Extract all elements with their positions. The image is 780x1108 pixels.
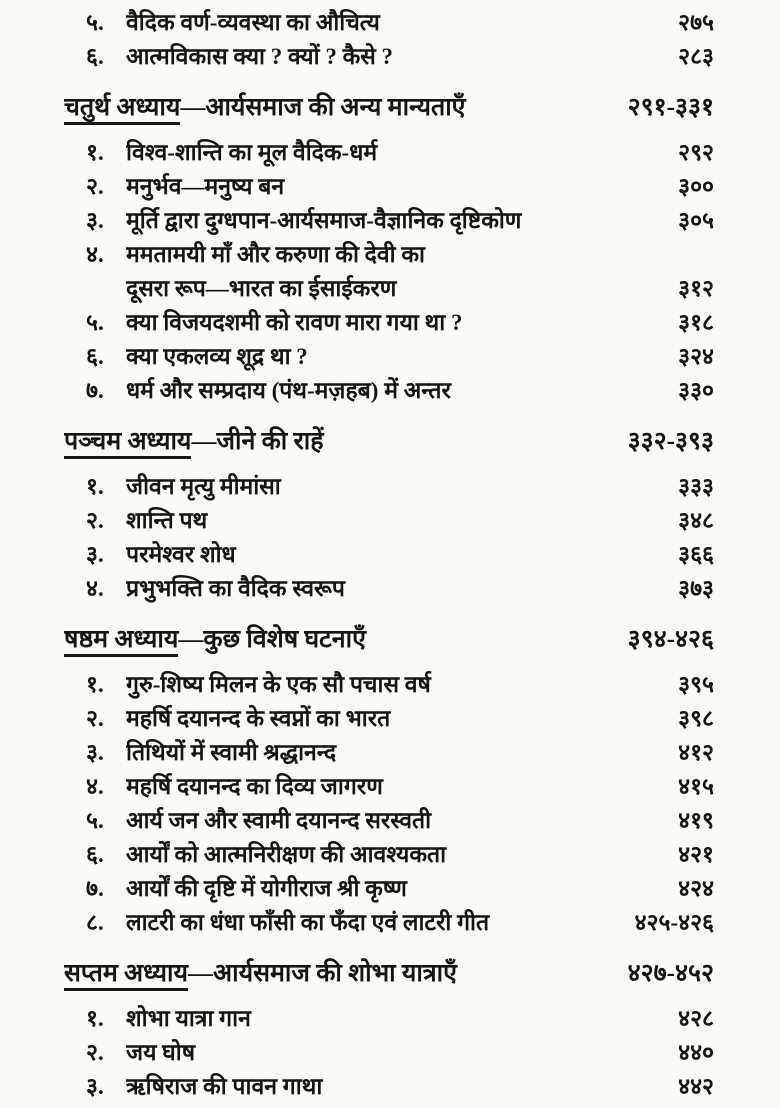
toc-entry [64, 6, 714, 40]
entry-number: ५. [86, 310, 104, 335]
toc-entry [64, 804, 714, 838]
entry-number: ७. [86, 378, 104, 403]
entry-number: १. [86, 474, 104, 499]
entry-title: परमेश्वर शोध [126, 542, 236, 567]
entry-title: जय घोष [126, 1040, 195, 1065]
toc-entry [64, 470, 714, 504]
chapter-subtitle: आर्यसमाज की शोभा यात्राएँ [213, 960, 457, 987]
entry-title: आर्यों की दृष्टि में योगीराज श्री कृष्ण [126, 876, 407, 901]
chapter-subtitle: आर्यसमाज की अन्य मान्यताएँ [205, 94, 466, 121]
chapter-heading [64, 88, 714, 128]
chapter-subtitle: कुछ विशेष घटनाएँ [203, 626, 366, 653]
entry-page: ३०५ [678, 208, 714, 233]
entry-title: लाटरी का धंधा फाँसी का फँदा एवं लाटरी गीत [126, 910, 490, 935]
chapter-title [64, 954, 616, 994]
entry-title: शान्ति पथ [126, 508, 208, 533]
chapter-page-range: ३९४-४२६ [627, 626, 714, 653]
entry-page: ४२५-४२६ [634, 910, 714, 935]
toc-entry [64, 770, 714, 804]
entry-page: ४१५ [678, 774, 714, 799]
entry-number: २. [86, 706, 104, 731]
entry-title: आर्यों को आत्मनिरीक्षण की आवश्यकता [126, 842, 447, 867]
toc-entry [64, 1036, 714, 1070]
toc-entry [64, 906, 714, 940]
chapter-name: सप्तम अध्याय [64, 960, 188, 991]
entry-number: ८. [86, 910, 104, 935]
entry-page: ४१९ [678, 808, 714, 833]
entry-page: २८३ [678, 44, 714, 69]
entry-title: मनुर्भव—मनुष्य बन [126, 174, 285, 199]
entry-page: ४२८ [678, 1006, 714, 1031]
entry-page: ३३३ [678, 474, 714, 499]
entry-number: २. [86, 1040, 104, 1065]
entry-title: ममतामयी माँ और करुणा की देवी का [126, 242, 425, 267]
chapter-heading [64, 954, 714, 994]
toc-entry [64, 702, 714, 736]
toc-entry [64, 1070, 714, 1104]
entry-page: ४२४ [678, 876, 714, 901]
entry-number: ३. [86, 208, 104, 233]
entry-number: ४. [86, 242, 104, 267]
toc-entry [64, 504, 714, 538]
toc-entry [64, 838, 714, 872]
toc-entry [64, 136, 714, 170]
entry-page: ४४२ [678, 1074, 714, 1099]
entry-title: जीवन मृत्यु मीमांसा [126, 474, 281, 499]
toc-entry [64, 340, 714, 374]
entry-number: २. [86, 174, 104, 199]
entry-title: महर्षि दयानन्द का दिव्य जागरण [126, 774, 383, 799]
entry-number: ५. [86, 808, 104, 833]
entry-title: शोभा यात्रा गान [126, 1006, 251, 1031]
entry-page: ३२४ [678, 344, 714, 369]
entry-number: ३. [86, 740, 104, 765]
entry-page: ३३० [678, 378, 714, 403]
chapter-page-range: ३३२-३९३ [627, 428, 714, 455]
chapter-title [64, 620, 616, 660]
entry-title: ऋषिराज की पावन गाथा [126, 1074, 323, 1099]
entry-title: प्रभुभक्ति का वैदिक स्वरूप [126, 576, 345, 601]
toc-entry [64, 736, 714, 770]
entry-page: ४४० [678, 1040, 714, 1065]
entry-number: ५. [86, 10, 104, 35]
chapter-heading [64, 620, 714, 660]
entry-page: ४१२ [678, 740, 714, 765]
entry-page: ३१८ [678, 310, 714, 335]
toc-entry [64, 872, 714, 906]
chapter-title [64, 88, 616, 128]
entry-title: दूसरा रूप—भारत का ईसाईकरण [126, 276, 397, 301]
entry-title: क्या एकलव्य शूद्र था ? [126, 344, 308, 369]
chapter-name: पञ्चम अध्याय [64, 428, 191, 459]
entry-page: ३०० [678, 174, 714, 199]
chapter-subtitle: जीने की राहें [216, 428, 324, 455]
chapter-dash: — [191, 428, 217, 455]
entry-number: ४. [86, 576, 104, 601]
entry-title: क्या विजयदशमी को रावण मारा गया था ? [126, 310, 463, 335]
toc-entry [64, 572, 714, 606]
toc-entry [64, 306, 714, 340]
chapter-dash: — [188, 960, 214, 987]
entry-number: १. [86, 1006, 104, 1031]
chapter-name: चतुर्थ अध्याय [64, 94, 180, 125]
entry-page: २७५ [678, 10, 714, 35]
chapter-heading [64, 422, 714, 462]
entry-number: ६. [86, 44, 104, 69]
entry-title: वैदिक वर्ण-व्यवस्था का औचित्य [126, 10, 380, 35]
toc-entry [64, 1002, 714, 1036]
entry-number: ३. [86, 1074, 104, 1099]
entry-title: धर्म और सम्प्रदाय (पंथ-मज़हब) में अन्तर [126, 378, 451, 403]
entry-page: ३७३ [678, 576, 714, 601]
entry-page: ३१२ [678, 276, 714, 301]
entry-number: ६. [86, 842, 104, 867]
entry-title: तिथियों में स्वामी श्रद्धानन्द [126, 740, 337, 765]
entry-title: आर्य जन और स्वामी दयानन्द सरस्वती [126, 808, 432, 833]
entry-number: २. [86, 508, 104, 533]
entry-page: ३४८ [678, 508, 714, 533]
toc-entry-continuation [64, 272, 714, 306]
entry-page: ३६६ [678, 542, 714, 567]
chapter-page-range: ४२७-४५२ [627, 960, 714, 987]
toc-entry [64, 204, 714, 238]
entry-page: ३९८ [678, 706, 714, 731]
chapter-dash: — [178, 626, 204, 653]
entry-title: मूर्ति द्वारा दुग्धपान-आर्यसमाज-वैज्ञानिक दृष्टिकोण [126, 208, 522, 233]
toc-entry [64, 170, 714, 204]
entry-title: गुरु-शिष्य मिलन के एक सौ पचास वर्ष [126, 672, 431, 697]
entry-page: २९२ [678, 140, 714, 165]
entry-number: ७. [86, 876, 104, 901]
entry-number: ३. [86, 542, 104, 567]
chapter-title [64, 422, 616, 462]
toc-entry [64, 538, 714, 572]
toc-entry [64, 374, 714, 408]
toc-entry [64, 668, 714, 702]
entry-number: ६. [86, 344, 104, 369]
entry-number: १. [86, 140, 104, 165]
toc-entry [64, 40, 714, 74]
entry-title: महर्षि दयानन्द के स्वप्नों का भारत [126, 706, 391, 731]
chapter-name: षष्ठम अध्याय [64, 626, 178, 657]
entry-page: ३९५ [678, 672, 714, 697]
chapter-dash: — [180, 94, 206, 121]
entry-title: आत्मविकास क्या ? क्यों ? कैसे ? [126, 44, 394, 69]
entry-page: ४२१ [678, 842, 714, 867]
chapter-page-range: २९१-३३१ [627, 94, 714, 121]
entry-number: १. [86, 672, 104, 697]
entry-number: ४. [86, 774, 104, 799]
entry-title: विश्व-शान्ति का मूल वैदिक-धर्म [126, 140, 378, 165]
toc-entry [64, 238, 714, 272]
